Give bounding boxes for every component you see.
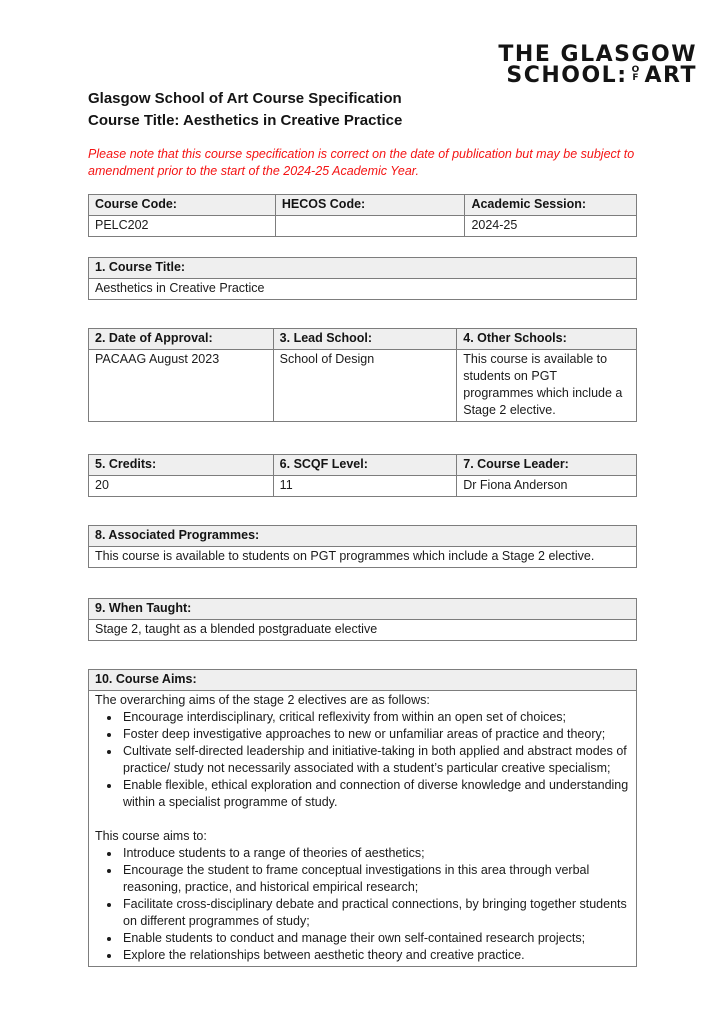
page-title-line1: Glasgow School of Art Course Specification: [88, 90, 402, 107]
course-aims-table: [88, 669, 637, 967]
credits-value-row: [89, 476, 637, 497]
academic-session-header: Academic Session:: [465, 195, 637, 216]
when-taught-value-row: [89, 620, 637, 641]
course-aims-bullet: • Introduce students to a range of theories of aesthetics;: [121, 845, 630, 862]
course-title-header: 1. Course Title:: [89, 258, 637, 279]
course-aims-bullet-list-2: [95, 845, 630, 964]
course-leader-value: Dr Fiona Anderson: [457, 476, 637, 497]
gsa-logo-of: OF: [631, 65, 640, 83]
when-taught-value: Stage 2, taught as a blended postgraduate elective: [89, 620, 637, 641]
course-aims-body: [89, 691, 637, 967]
gsa-logo-the-glasgow: THE GLASGOW: [498, 42, 697, 67]
approval-table: [88, 328, 637, 422]
associated-programmes-value-row: [89, 547, 637, 568]
date-of-approval-header: 2. Date of Approval:: [89, 329, 274, 350]
course-title-value: Aesthetics in Creative Practice: [89, 279, 637, 300]
credits-table: [88, 454, 637, 497]
approval-header-row: [89, 329, 637, 350]
credits-header: 5. Credits:: [89, 455, 274, 476]
hecos-code-value: [275, 216, 465, 237]
when-taught-header-row: [89, 599, 637, 620]
scqf-level-header: 6. SCQF Level:: [273, 455, 457, 476]
course-aims-bullet: • Enable flexible, ethical exploration and connection of diverse knowledge and understanding within a specialist programme of study.: [121, 777, 630, 811]
associated-programmes-table: [88, 525, 637, 568]
lead-school-value: School of Design: [273, 350, 457, 422]
course-title-header-row: [89, 258, 637, 279]
gsa-logo-school: SCHOOL:: [506, 63, 628, 88]
blank-line: [95, 811, 630, 828]
page-title: [88, 88, 637, 132]
course-aims-body-row: [89, 691, 637, 967]
publication-notice-line1: Please note that this course specification is correct on the date of publication but may be subject to: [88, 147, 635, 161]
publication-notice-line2: amendment prior to the start of the 2024-25 Academic Year.: [88, 164, 419, 178]
other-schools-value: This course is available to students on PGT programmes which include a Stage 2 elective.: [457, 350, 637, 422]
course-aims-bullet: • Encourage the student to frame conceptual investigations in this area through verbal reasoning, practice, and historical empirical research;: [121, 862, 630, 896]
associated-programmes-header: 8. Associated Programmes:: [89, 526, 637, 547]
course-aims-header-row: [89, 670, 637, 691]
course-aims-bullet: • Enable students to conduct and manage their own self-contained research projects;: [121, 930, 630, 947]
course-aims-intro-2: This course aims to:: [95, 829, 207, 843]
date-of-approval-value: PACAAG August 2023: [89, 350, 274, 422]
course-aims-header: 10. Course Aims:: [89, 670, 637, 691]
approval-value-row: [89, 350, 637, 422]
document-content: [88, 0, 637, 967]
lead-school-header: 3. Lead School:: [273, 329, 457, 350]
course-code-header: Course Code:: [89, 195, 276, 216]
course-leader-header: 7. Course Leader:: [457, 455, 637, 476]
course-code-header-row: [89, 195, 637, 216]
course-aims-bullet: • Facilitate cross-disciplinary debate and practical connections, by bringing together students on different programmes of study;: [121, 896, 630, 930]
course-code-value-row: [89, 216, 637, 237]
associated-programmes-header-row: [89, 526, 637, 547]
scqf-level-value: 11: [273, 476, 457, 497]
gsa-logo-art: ART: [644, 63, 697, 88]
course-aims-bullet: • Encourage interdisciplinary, critical reflexivity from within an open set of choices;: [121, 709, 630, 726]
course-aims-intro-1: The overarching aims of the stage 2 electives are as follows:: [95, 693, 430, 707]
course-code-table: [88, 194, 637, 237]
page-title-line2: Course Title: Aesthetics in Creative Practice: [88, 112, 403, 129]
credits-header-row: [89, 455, 637, 476]
course-aims-bullet: • Explore the relationships between aesthetic theory and creative practice.: [121, 947, 630, 964]
when-taught-table: [88, 598, 637, 641]
other-schools-header: 4. Other Schools:: [457, 329, 637, 350]
course-aims-bullet-list-1: [95, 709, 630, 811]
course-aims-bullet: • Foster deep investigative approaches to new or unfamiliar areas of practice and theory;: [121, 726, 630, 743]
course-title-value-row: [89, 279, 637, 300]
academic-session-value: 2024-25: [465, 216, 637, 237]
publication-notice: [88, 146, 637, 180]
course-title-table: [88, 257, 637, 300]
course-code-value: PELC202: [89, 216, 276, 237]
when-taught-header: 9. When Taught:: [89, 599, 637, 620]
course-aims-bullet: • Cultivate self-directed leadership and initiative-taking in both applied and abstract modes of practice/ study not necessarily associated with a student’s particular creative specialism;: [121, 743, 630, 777]
hecos-code-header: HECOS Code:: [275, 195, 465, 216]
associated-programmes-value: This course is available to students on PGT programmes which include a Stage 2 elective.: [89, 547, 637, 568]
credits-value: 20: [89, 476, 274, 497]
